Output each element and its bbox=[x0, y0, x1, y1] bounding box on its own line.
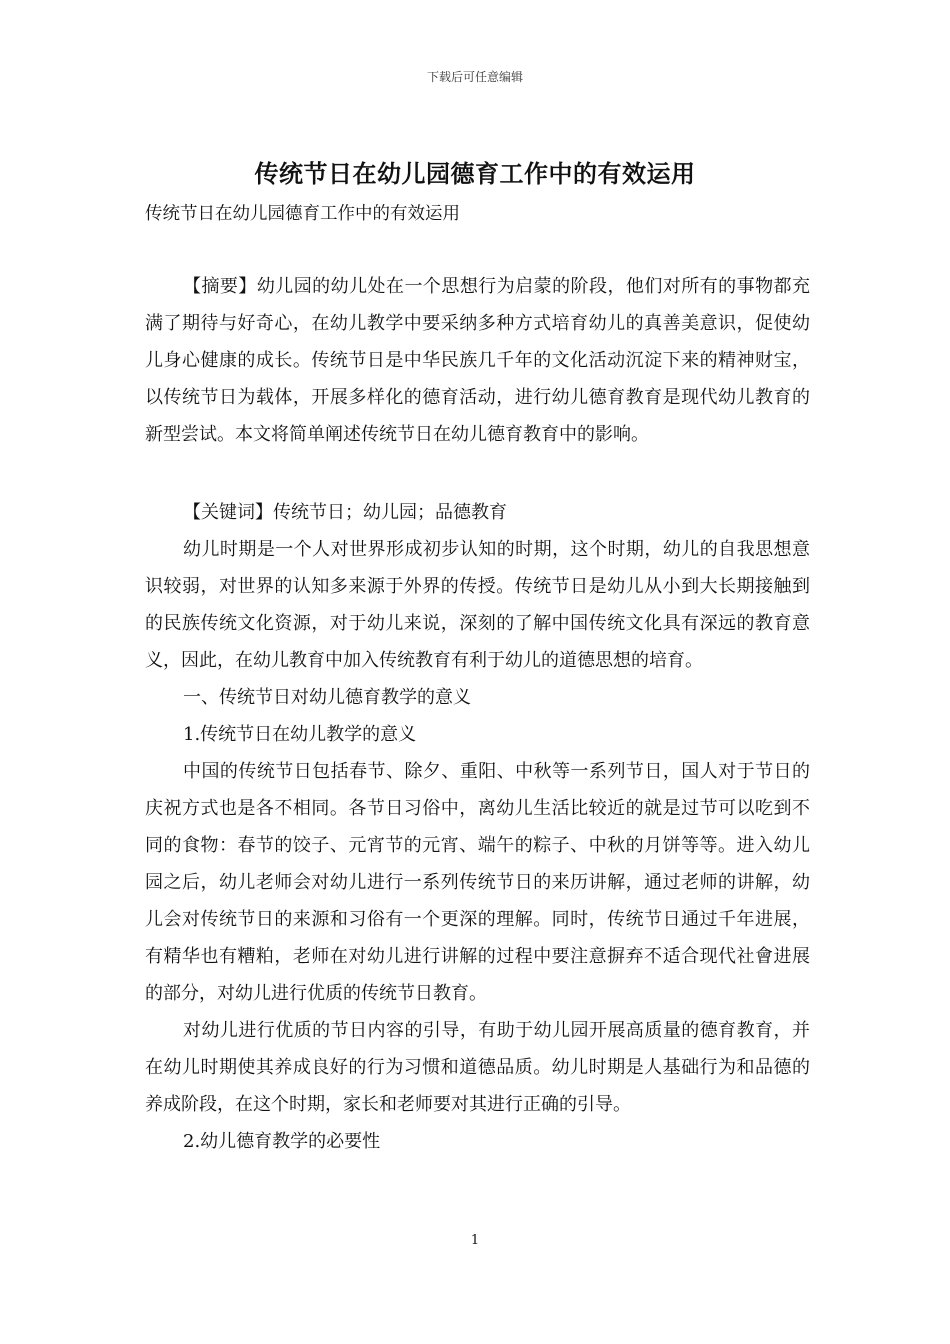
section-heading-1: 一、传统节日对幼儿德育教学的意义 bbox=[183, 687, 471, 708]
document-subtitle: 传统节日在幼儿园德育工作中的有效运用 bbox=[145, 204, 460, 224]
document-title: 传统节日在幼儿园德育工作中的有效运用 bbox=[254, 159, 696, 188]
abstract-section bbox=[145, 268, 810, 453]
subsection-heading-2: 2.幼儿德育教学的必要性 bbox=[183, 1131, 381, 1152]
abstract-paragraph: 【摘要】幼儿园的幼儿处在一个思想行为启蒙的阶段，他们对所有的事物都充满了期待与好奇心，在幼儿教学中要采纳多种方式培育幼儿的真善美意识，促使幼儿身心健康的成长。传统节日是中华民族几千年的文化活动沉淀下来的精神财宝，以传统节日为载体，开展多样化的德育活动，进行幼儿德育教育是现代幼儿教育的新型尝试。本文将简单阐述传统节日在幼儿德育教育中的影响。 bbox=[145, 276, 810, 445]
page-number: 1 bbox=[470, 1233, 480, 1248]
body-paragraph: 对幼儿进行优质的节日内容的引导，有助于幼儿园开展高质量的德育教育，并在幼儿时期使其养成良好的行为习惯和道德品质。幼儿时期是人基础行为和品德的养成阶段，在这个时期，家长和老师要对其进行正确的引导。 bbox=[145, 1020, 810, 1115]
keywords-paragraph: 【关键词】传统节日；幼儿园；品德教育 bbox=[183, 502, 507, 523]
body-paragraph: 中国的传统节日包括春节、除夕、重阳、中秋等一系列节日，国人对于节日的庆祝方式也是各不相同。各节日习俗中，离幼儿生活比较近的就是过节可以吃到不同的食物：春节的饺子、元宵节的元宵、端午的粽子、中秋的月饼等等。进入幼儿园之后，幼儿老师会对幼儿进行一系列传统节日的来历讲解，通过老师的讲解，幼儿会对传统节日的来源和习俗有一个更深的理解。同时，传统节日通过千年进展，有精华也有糟粕，老师在对幼儿进行讲解的过程中要注意摒弃不适合现代社會进展的部分，对幼儿进行优质的传统节日教育。 bbox=[145, 761, 810, 1004]
header-note: 下载后可任意编辑 bbox=[426, 70, 523, 84]
subsection-heading-1: 1.传统节日在幼儿教学的意义 bbox=[183, 724, 417, 745]
main-body bbox=[145, 494, 810, 1160]
intro-paragraph: 幼儿时期是一个人对世界形成初步认知的时期，这个时期，幼儿的自我思想意识较弱，对世界的认知多来源于外界的传授。传统节日是幼儿从小到大长期接触到的民族传统文化资源，对于幼儿来说，深刻的了解中国传统文化具有深远的教育意义，因此，在幼儿教育中加入传统教育有利于幼儿的道德思想的培育。 bbox=[145, 539, 810, 671]
